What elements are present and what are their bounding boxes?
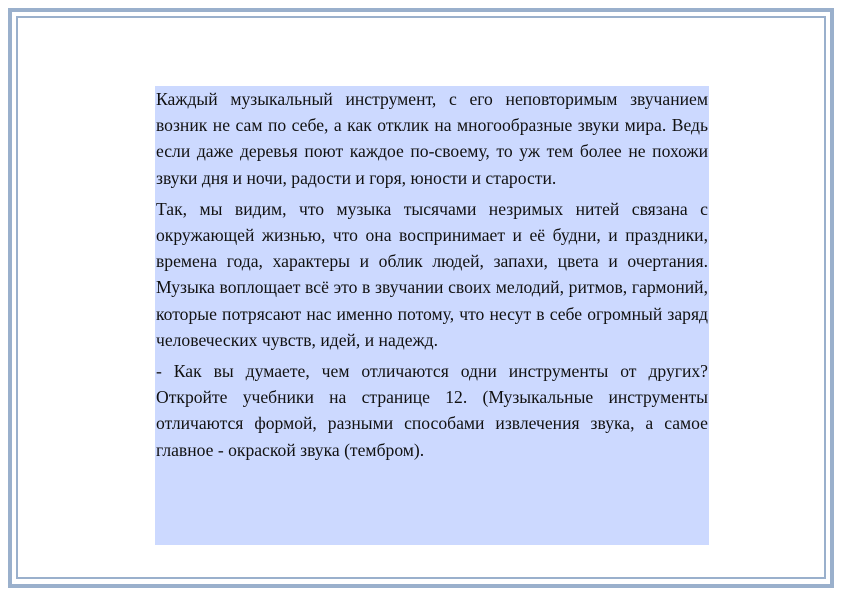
paragraph-1: Каждый музыкальный инструмент, с его неповторимым звучанием возник не сам по себе, а как отклик на многообразные звуки мира. Ведь если даже деревья поют каждое по-своему, то уж тем более не похожи звуки дня и ночи, радости и горя, юности и старости. — [156, 89, 708, 188]
paragraph-2: Так, мы видим, что музыка тысячами незримых нитей связана с окружающей жизнью, что она воспринимает и её будни, и праздники, времена года, характеры и облик людей, запахи, цвета и очертания. Музыка воплощает всё это в звучании своих мелодий, ритмов, гармоний, которые потрясают нас именно потому, что несут в себе огромный заряд человеческих чувств, идей, и надежд. — [156, 198, 708, 350]
paragraph-3: - Как вы думаете, чем отличаются одни инструменты от других? Откройте учебники на странице 12. (Музыкальные инструменты отличаются формой, разными способами извлечения звука, а самое главное - окраской звука (тембром). — [156, 361, 708, 460]
text-box — [155, 86, 709, 545]
